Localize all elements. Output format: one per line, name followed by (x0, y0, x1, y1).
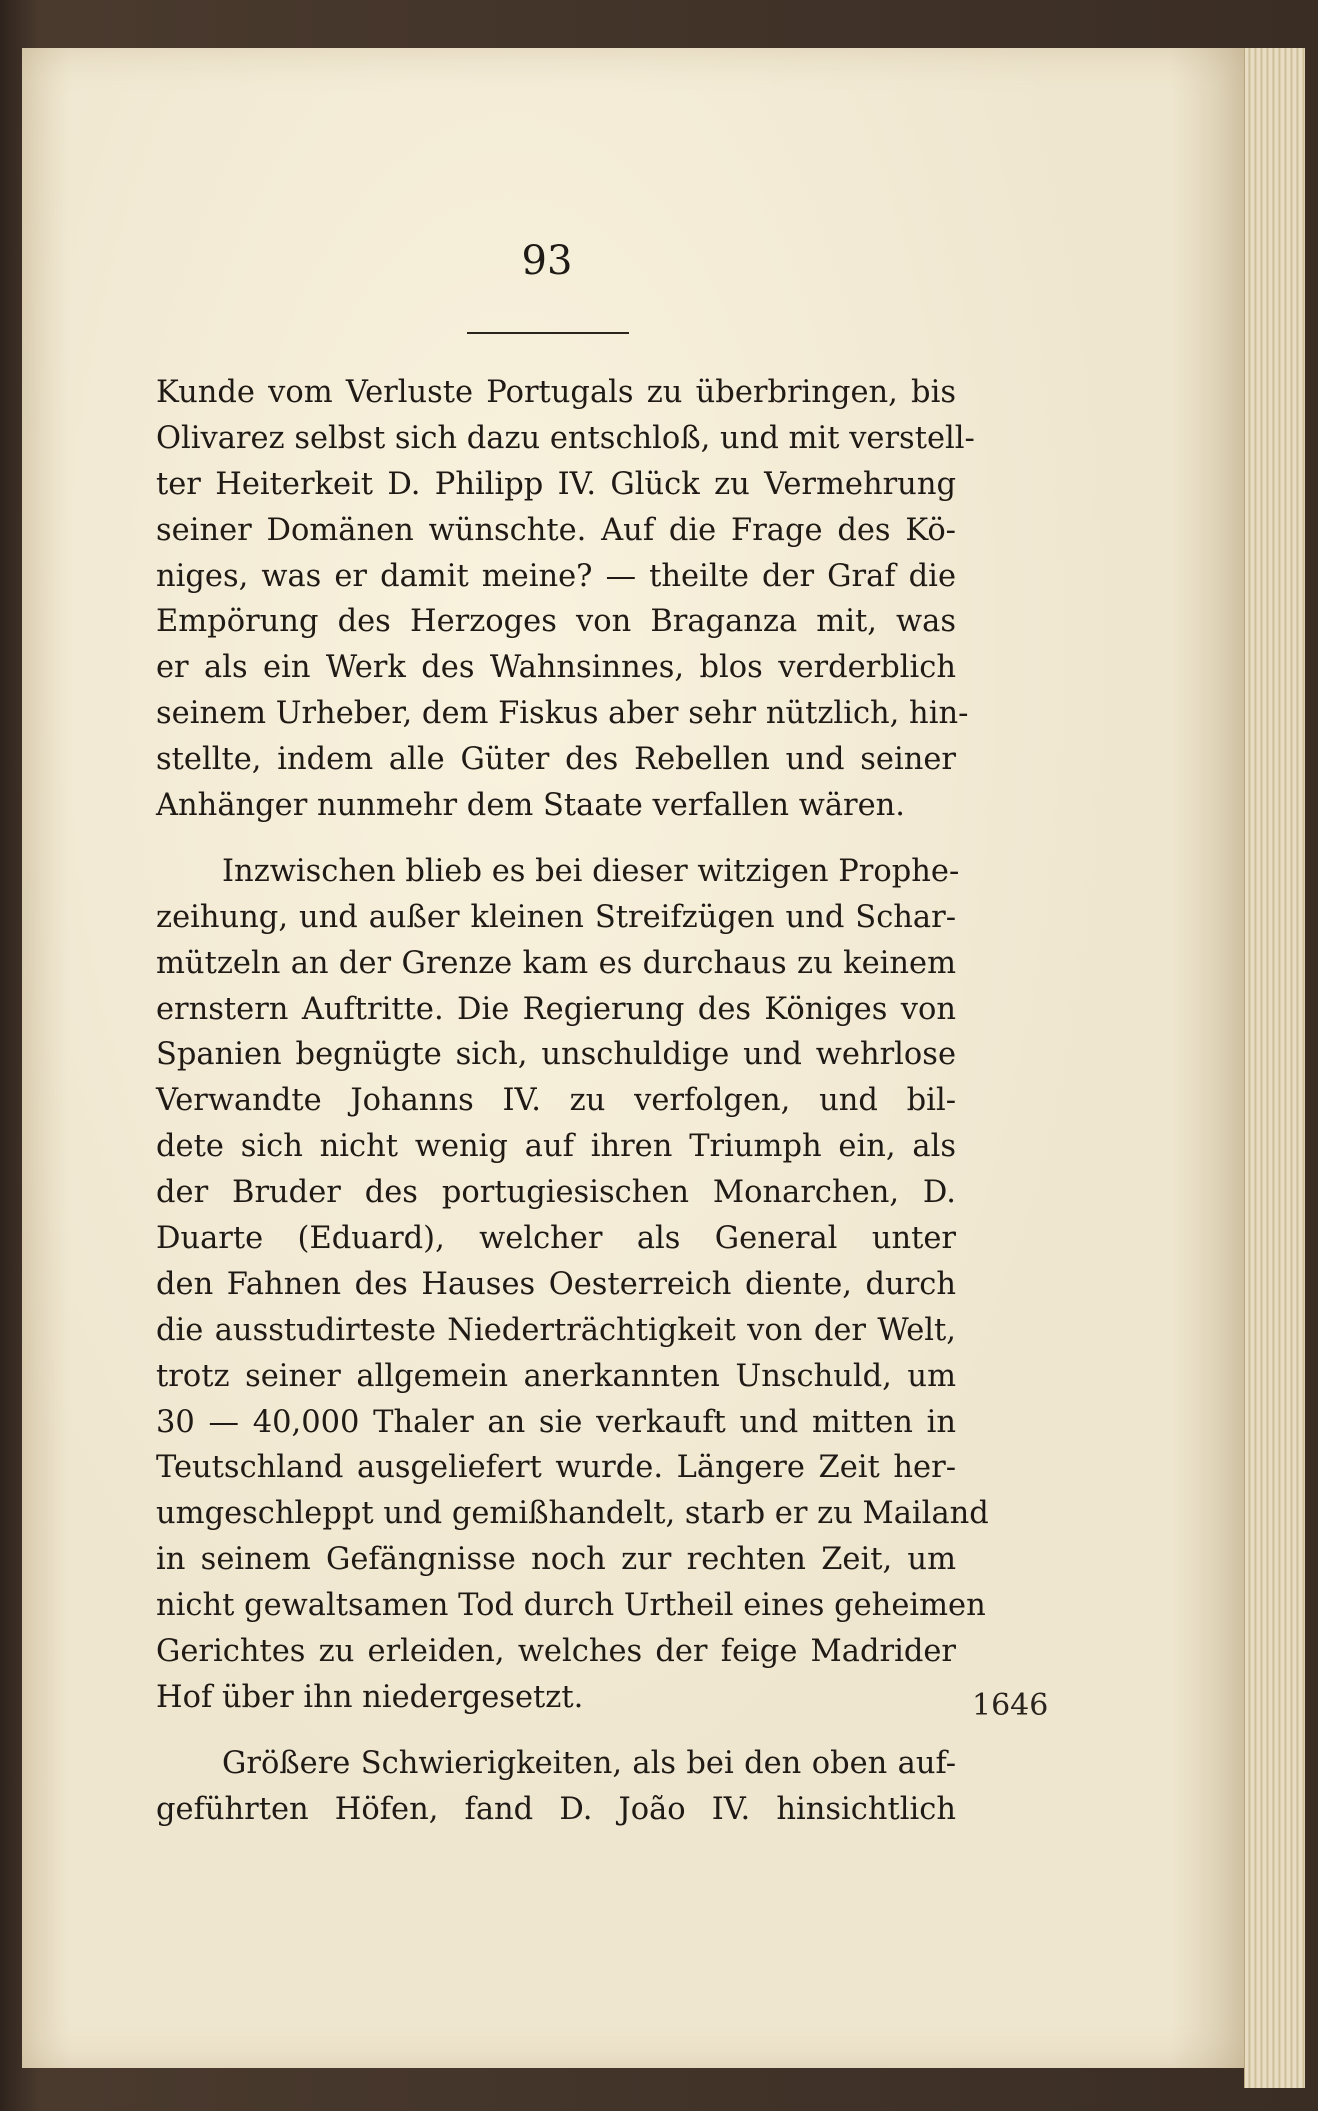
text-line: seinem Urheber, dem Fiskus aber sehr nützlich, hin- (156, 696, 969, 732)
text-line: Gerichtes zu erleiden, welches der feige Madrider (156, 1634, 956, 1670)
paragraph-gap (156, 1721, 956, 1741)
text-line: Spanien begnügte sich, unschuldige und wehrlose (156, 1037, 956, 1073)
text-line: trotz seiner allgemein anerkannten Unschuld, um (156, 1358, 956, 1394)
text-line: umgeschleppt und gemißhandelt, starb er zu Mailand (156, 1496, 989, 1532)
paragraph-gap (156, 829, 956, 849)
text-line: ernstern Auftritte. Die Regierung des Königes von (156, 991, 956, 1027)
text-line: Größere Schwierigkeiten, als bei den oben auf- (222, 1745, 956, 1781)
text-line: geführten Höfen, fand D. João IV. hinsichtlich (156, 1791, 956, 1827)
text-line: seiner Domänen wünschte. Auf die Frage des Kö- (156, 512, 956, 548)
text-line: Olivarez selbst sich dazu entschloß, und mit verstell- (156, 420, 975, 456)
text-line: Duarte (Eduard), welcher als General unter (156, 1221, 956, 1257)
text-line: Anhänger nunmehr dem Staate verfallen wären. (156, 788, 906, 824)
text-line: niges, was er damit meine? — theilte der Graf die (156, 558, 956, 594)
book-page (22, 48, 1244, 2068)
page-edges (1244, 48, 1305, 2088)
text-line: er als ein Werk des Wahnsinnes, blos verderblich (156, 650, 956, 686)
text-line: in seinem Gefängnisse noch zur rechten Zeit, um (156, 1542, 956, 1578)
text-line: Inzwischen blieb es bei dieser witzigen Prophe- (222, 853, 960, 889)
text-line: Verwandte Johanns IV. zu verfolgen, und bil- (156, 1083, 956, 1119)
text-line: die ausstudirteste Niederträchtigkeit von der Welt, (156, 1312, 956, 1348)
text-line: 30 — 40,000 Thaler an sie verkauft und mitten in (156, 1404, 956, 1440)
text-line: mützeln an der Grenze kam es durchaus zu keinem (156, 945, 956, 981)
header-rule (467, 332, 629, 334)
text-line: Empörung des Herzoges von Braganza mit, was (156, 604, 956, 640)
text-line: Hof über ihn niedergesetzt. (156, 1679, 584, 1715)
text-line: zeihung, und außer kleinen Streifzügen und Schar- (156, 899, 956, 935)
text-line: der Bruder des portugiesischen Monarchen, D. (156, 1175, 956, 1211)
text-line: Teutschland ausgeliefert wurde. Längere Zeit her- (156, 1450, 956, 1486)
text-line: Kunde vom Verluste Portugals zu überbringen, bis (156, 375, 956, 410)
page-number: 93 (521, 238, 573, 284)
text-line: stellte, indem alle Güter des Rebellen und seiner (156, 742, 956, 778)
text-line: den Fahnen des Hauses Oesterreich diente, durch (156, 1266, 956, 1302)
text-line: nicht gewaltsamen Tod durch Urtheil eines geheimen (156, 1588, 986, 1624)
text-line: ter Heiterkeit D. Philipp IV. Glück zu Vermehrung (156, 466, 956, 502)
margin-year-note: 1646 (972, 1688, 1049, 1723)
text-line: dete sich nicht wenig auf ihren Triumph ein, als (156, 1129, 956, 1165)
body-text (156, 370, 989, 1833)
